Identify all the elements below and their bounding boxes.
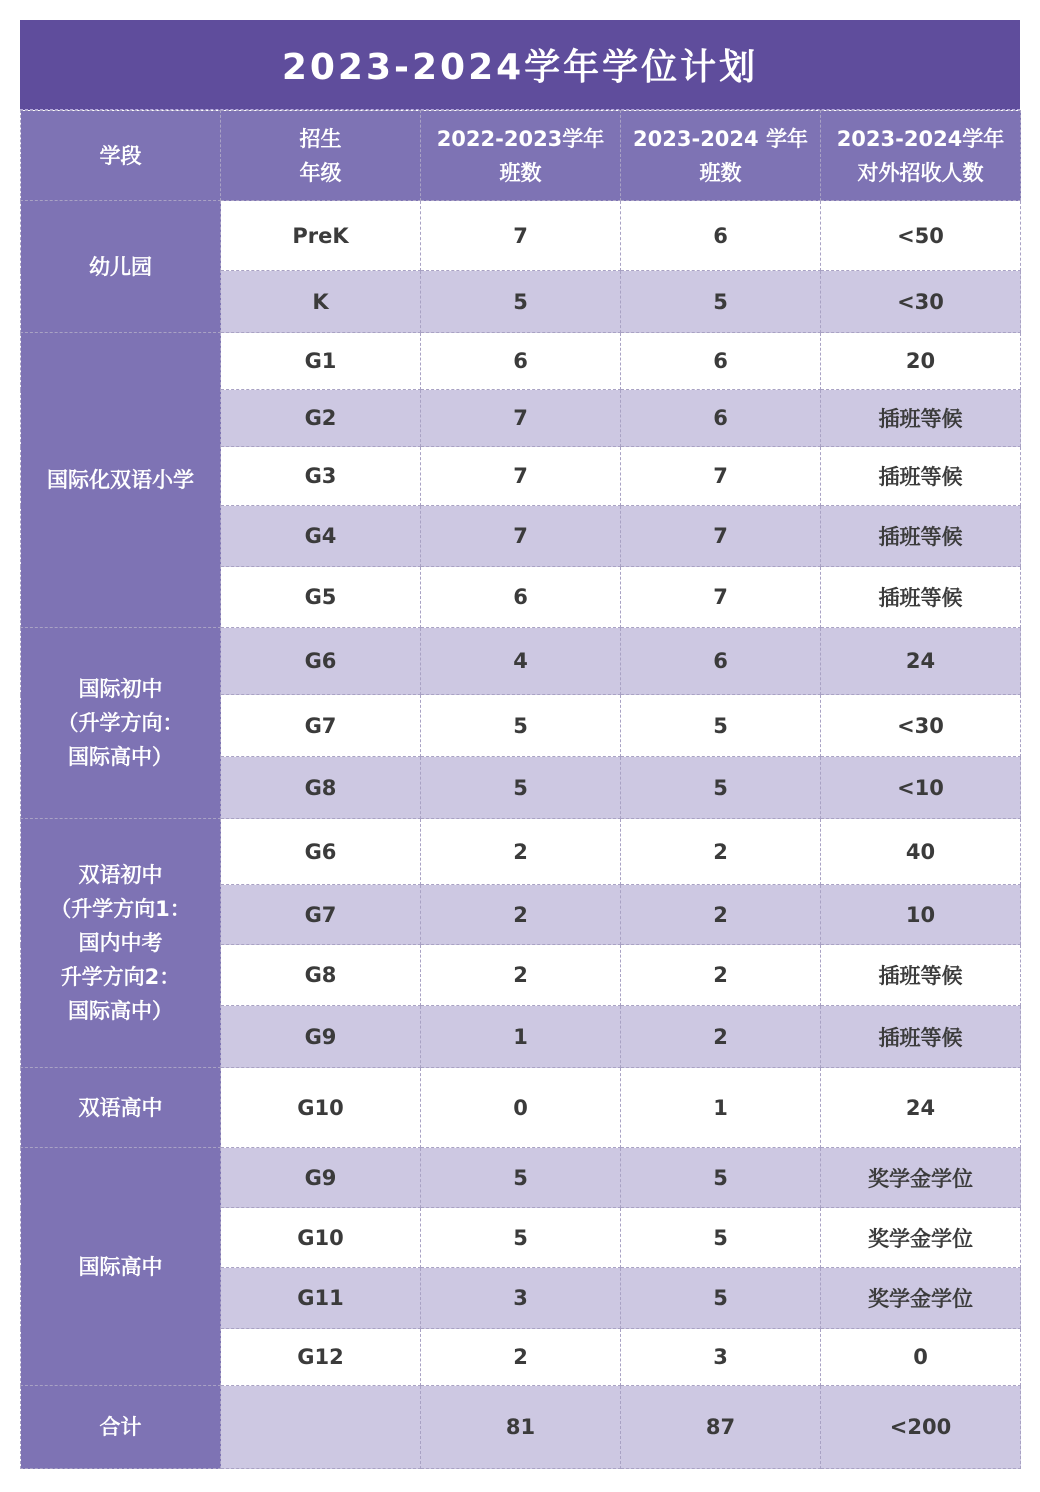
- stage-label-line: 国际高中）: [68, 999, 173, 1023]
- prev-classes-cell: 0: [421, 1068, 621, 1148]
- prev-classes-cell: 2: [421, 819, 621, 885]
- intake-cell: <30: [821, 271, 1021, 333]
- column-header-line: 2022-2023学年: [436, 126, 605, 151]
- curr-classes-cell: 6: [621, 333, 821, 390]
- grade-cell: G8: [221, 757, 421, 819]
- prev-classes-cell: 7: [421, 201, 621, 271]
- table-row: [21, 628, 1021, 695]
- curr-classes-cell: 2: [621, 819, 821, 885]
- curr-classes-cell: 2: [621, 945, 821, 1006]
- total-curr-classes: 87: [621, 1386, 821, 1469]
- prev-classes-cell: 2: [421, 885, 621, 945]
- stage-label-line: 国内中考: [78, 931, 163, 955]
- prev-classes-cell: 6: [421, 567, 621, 628]
- column-header: [821, 111, 1021, 201]
- column-header-line: 年级: [299, 160, 342, 185]
- table-row: [21, 1068, 1021, 1148]
- intake-cell: 奖学金学位: [821, 1268, 1021, 1329]
- curr-classes-cell: 7: [621, 567, 821, 628]
- prev-classes-cell: 7: [421, 390, 621, 447]
- column-header-line: 2023-2024学年: [836, 126, 1005, 151]
- grade-cell: G7: [221, 885, 421, 945]
- intake-cell: <10: [821, 757, 1021, 819]
- stage-label-line: 幼儿园: [89, 254, 152, 279]
- curr-classes-cell: 5: [621, 757, 821, 819]
- column-header: [621, 111, 821, 201]
- column-header: [221, 111, 421, 201]
- stage-label-line: 国际初中: [78, 677, 163, 701]
- curr-classes-cell: 1: [621, 1068, 821, 1148]
- column-header-line: 对外招收人数: [857, 160, 984, 185]
- curr-classes-cell: 5: [621, 1208, 821, 1268]
- prev-classes-cell: 2: [421, 1329, 621, 1386]
- column-header: [21, 111, 221, 201]
- column-header-line: 2023-2024 学年: [633, 126, 808, 151]
- grade-cell: G6: [221, 628, 421, 695]
- table-row: [21, 333, 1021, 390]
- stage-label-line: 国际高中: [78, 1254, 163, 1279]
- intake-cell: 插班等候: [821, 447, 1021, 506]
- table-row: [21, 819, 1021, 885]
- curr-classes-cell: 5: [621, 271, 821, 333]
- prev-classes-cell: 1: [421, 1006, 621, 1068]
- stage-label-line: 国际化双语小学: [47, 468, 194, 492]
- table-header-row: [21, 111, 1021, 201]
- intake-cell: 插班等候: [821, 945, 1021, 1006]
- intake-cell: 20: [821, 333, 1021, 390]
- intake-cell: 10: [821, 885, 1021, 945]
- stage-label-line: 国际高中）: [68, 745, 173, 769]
- grade-cell: G12: [221, 1329, 421, 1386]
- enrollment-sheet: [20, 20, 1020, 1472]
- intake-cell: 奖学金学位: [821, 1208, 1021, 1268]
- grade-cell: G7: [221, 695, 421, 757]
- grade-cell: G9: [221, 1148, 421, 1208]
- intake-cell: 24: [821, 628, 1021, 695]
- column-header-line: 班数: [499, 160, 542, 185]
- grade-cell: G11: [221, 1268, 421, 1329]
- grade-cell: G10: [221, 1068, 421, 1148]
- intake-cell: 插班等候: [821, 506, 1021, 567]
- column-header-line: 班数: [699, 160, 742, 185]
- curr-classes-cell: 5: [621, 1148, 821, 1208]
- column-header-line: 招生: [299, 126, 342, 151]
- grade-cell: PreK: [221, 201, 421, 271]
- prev-classes-cell: 5: [421, 695, 621, 757]
- stage-label-line: 双语初中: [78, 863, 163, 887]
- intake-cell: 40: [821, 819, 1021, 885]
- table-body: [21, 201, 1021, 1469]
- grade-cell: G1: [221, 333, 421, 390]
- prev-classes-cell: 4: [421, 628, 621, 695]
- grade-cell: K: [221, 271, 421, 333]
- prev-classes-cell: 7: [421, 447, 621, 506]
- prev-classes-cell: 5: [421, 1148, 621, 1208]
- prev-classes-cell: 6: [421, 333, 621, 390]
- curr-classes-cell: 6: [621, 201, 821, 271]
- intake-cell: 插班等候: [821, 390, 1021, 447]
- stage-label-line: （升学方向：: [57, 711, 184, 735]
- grade-cell: G2: [221, 390, 421, 447]
- grade-cell: G5: [221, 567, 421, 628]
- grade-cell: G8: [221, 945, 421, 1006]
- intake-cell: 0: [821, 1329, 1021, 1386]
- grade-cell: G10: [221, 1208, 421, 1268]
- curr-classes-cell: 2: [621, 1006, 821, 1068]
- curr-classes-cell: 5: [621, 695, 821, 757]
- stage-cell: [21, 201, 221, 333]
- intake-cell: 奖学金学位: [821, 1148, 1021, 1208]
- stage-cell: [21, 1068, 221, 1148]
- grade-cell: G9: [221, 1006, 421, 1068]
- curr-classes-cell: 2: [621, 885, 821, 945]
- stage-label-line: 升学方向2：: [60, 965, 181, 989]
- intake-cell: 插班等候: [821, 1006, 1021, 1068]
- stage-cell: [21, 819, 221, 1068]
- stage-label-line: （升学方向1：: [50, 897, 191, 921]
- stage-label-line: 双语高中: [78, 1095, 163, 1120]
- table-row: [21, 1148, 1021, 1208]
- curr-classes-cell: 6: [621, 628, 821, 695]
- grade-cell: G6: [221, 819, 421, 885]
- total-row: [21, 1386, 1021, 1469]
- prev-classes-cell: 5: [421, 757, 621, 819]
- intake-cell: <30: [821, 695, 1021, 757]
- stage-cell: [21, 333, 221, 628]
- prev-classes-cell: 5: [421, 271, 621, 333]
- curr-classes-cell: 5: [621, 1268, 821, 1329]
- curr-classes-cell: 7: [621, 447, 821, 506]
- intake-cell: 24: [821, 1068, 1021, 1148]
- intake-cell: <50: [821, 201, 1021, 271]
- column-header-line: 学段: [99, 143, 142, 168]
- curr-classes-cell: 7: [621, 506, 821, 567]
- total-prev-classes: 81: [421, 1386, 621, 1469]
- curr-classes-cell: 6: [621, 390, 821, 447]
- prev-classes-cell: 2: [421, 945, 621, 1006]
- total-grade-cell: [221, 1386, 421, 1469]
- stage-cell: [21, 1148, 221, 1386]
- prev-classes-cell: 5: [421, 1208, 621, 1268]
- grade-cell: G4: [221, 506, 421, 567]
- prev-classes-cell: 7: [421, 506, 621, 567]
- total-label: 合计: [21, 1386, 221, 1469]
- page-title: 2023-2024学年学位计划: [20, 20, 1020, 110]
- enrollment-table: [20, 110, 1021, 1469]
- grade-cell: G3: [221, 447, 421, 506]
- curr-classes-cell: 3: [621, 1329, 821, 1386]
- prev-classes-cell: 3: [421, 1268, 621, 1329]
- column-header: [421, 111, 621, 201]
- total-intake: <200: [821, 1386, 1021, 1469]
- intake-cell: 插班等候: [821, 567, 1021, 628]
- table-row: [21, 201, 1021, 271]
- stage-cell: [21, 628, 221, 819]
